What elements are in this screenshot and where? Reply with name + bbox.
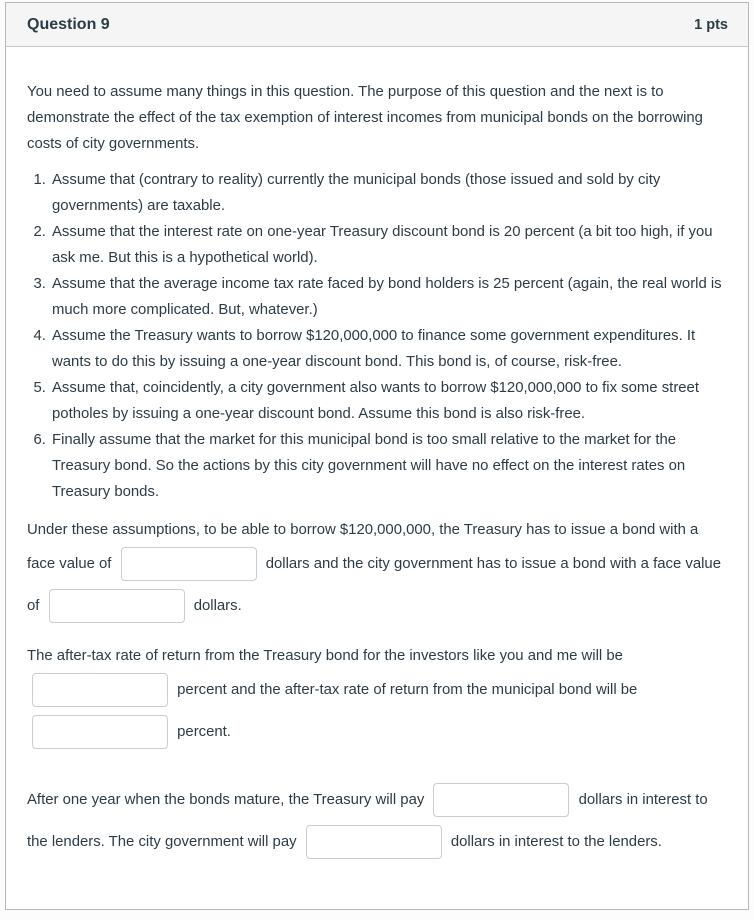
face-value-text-1: Under these assumptions, to be able to borrow $120,000,000, the Treasury has to issue a bond with a face value of <box>27 522 699 572</box>
face-value-text-2: dollars and the city government has to issue a bond with a face value of <box>27 555 721 614</box>
assumption-item-5: 5. Assume that, coincidently, a city government also wants to borrow $120,000,000 to fix some street potholes by issuing a one-year discount bond. Assume this bond is also risk-free. <box>50 375 727 427</box>
interest-paragraph <box>27 779 727 863</box>
after-tax-paragraph <box>27 643 727 753</box>
assumption-item-2: 2. Assume that the interest rate on one-year Treasury discount bond is 20 percent (a bit too high, if you ask me. But this is a hypothetical world). <box>50 219 727 271</box>
assumption-item-3: 3. Assume that the average income tax rate faced by bond holders is 25 percent (again, the real world is much more complicated. But, whatever.) <box>50 271 727 323</box>
interest-text-3: dollars in interest to the lenders. <box>450 833 662 850</box>
assumption-list <box>27 167 727 505</box>
question-points-badge: 1 pts <box>694 16 728 33</box>
question-header <box>6 3 748 47</box>
question-card <box>5 2 749 910</box>
city-interest-input[interactable] <box>306 825 442 859</box>
question-title: Question 9 <box>27 15 110 33</box>
after-tax-text-3: percent. <box>177 723 231 740</box>
assumption-item-6: 6. Finally assume that the market for this municipal bond is too small relative to the market for the Treasury bond. So the actions by this city government will have no effect on the interest rates on Treasury bonds. <box>50 427 727 505</box>
treasury-face-value-input[interactable] <box>121 547 257 581</box>
face-value-paragraph <box>27 517 727 627</box>
city-face-value-input[interactable] <box>49 589 185 623</box>
face-value-text-3: dollars. <box>193 597 242 614</box>
interest-text-1: After one year when the bonds mature, the Treasury will pay <box>27 791 425 808</box>
after-tax-text-2: percent and the after-tax rate of return from the municipal bond will be <box>177 681 638 698</box>
interest-text-2: dollars in interest to the lenders. The city government will pay <box>27 791 708 850</box>
treasury-interest-input[interactable] <box>433 783 569 817</box>
assumption-item-1: 1. Assume that (contrary to reality) currently the municipal bonds (those issued and sold by city governments) are taxable. <box>50 167 727 219</box>
question-body <box>6 47 748 909</box>
treasury-after-tax-return-input[interactable] <box>32 673 168 707</box>
municipal-after-tax-return-input[interactable] <box>32 715 168 749</box>
after-tax-text-1: The after-tax rate of return from the Treasury bond for the investors like you and me will be <box>27 648 623 664</box>
assumption-item-4: 4. Assume the Treasury wants to borrow $120,000,000 to finance some government expenditures. It wants to do this by issuing a one-year discount bond. This bond is, of course, risk-free. <box>50 323 727 375</box>
question-intro-text: You need to assume many things in this question. The purpose of this question and the next is to demonstrate the effect of the tax exemption of interest incomes from municipal bonds on the borrowing costs of city governments. <box>27 84 703 152</box>
